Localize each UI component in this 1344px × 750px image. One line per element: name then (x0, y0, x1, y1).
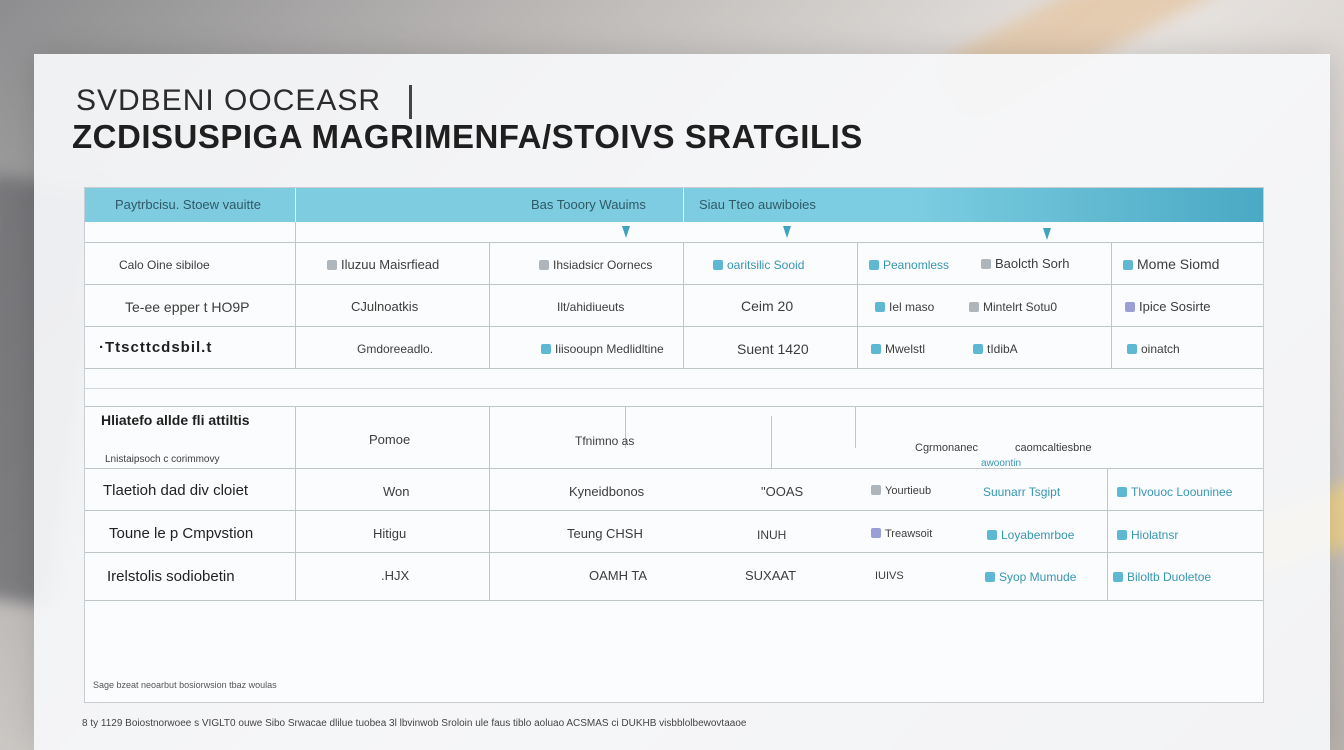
column-marker (622, 226, 630, 238)
cell-text: Yourtieub (885, 485, 932, 497)
header-col-1: Paytrbcisu. Stoew vauitte (115, 197, 261, 212)
square-icon (875, 302, 885, 312)
cell-r5-c3: Teung CHSH (567, 526, 643, 541)
data-table (84, 187, 1264, 703)
cell-r3-c4: Suent 1420 (737, 341, 809, 357)
row-line (85, 600, 1263, 601)
col-line (771, 416, 772, 468)
cell-r3-c1: ·Ttscttcdsbil.t (99, 339, 213, 356)
cell-r1-c5 (869, 258, 949, 272)
row-line (85, 510, 1263, 511)
col-line (857, 242, 858, 368)
cell-r1-c1: Calo Oine sibiloe (119, 258, 210, 272)
doc-icon (981, 259, 991, 269)
document-title: ZCDISUSPIGA MAGRIMENFA/STOIVS SRATGILIS (72, 118, 863, 155)
cell-r4-c2: Won (383, 484, 410, 499)
cell-r1-c4 (713, 258, 804, 272)
square-icon (1123, 260, 1133, 270)
page-footer: 8 ty 1129 Boiostnorwoee s VIGLT0 ouwe Sibo Srwacae dlilue tuobea 3l lbvinwob Sroloin ule faus tiblo aoluao ACSMAS ci DUKHB visbblolbewovtaaoe (82, 718, 747, 729)
cell-r2-c1: Te-ee epper t HO9P (125, 299, 250, 315)
square-icon (541, 344, 551, 354)
section-label: Hliatefo allde fli attiltis (101, 412, 250, 428)
col-line (683, 242, 684, 368)
cell-r4-c7 (1117, 485, 1232, 499)
square-icon (871, 344, 881, 354)
cell-text: Biloltb Duoletoe (1127, 570, 1212, 584)
cell-text: Ipice Sosirte (1139, 299, 1211, 314)
square-icon (987, 530, 997, 540)
subheader-3: Cgrmonanec (915, 442, 978, 454)
cell-r4-c3: Kyneidbonos (569, 484, 645, 499)
header-col-2: Bas Tooory Wauims (531, 197, 646, 212)
cell-r6-c4: SUXAAT (745, 568, 797, 583)
cell-r2-c4: Ceim 20 (741, 298, 794, 314)
col-line (1107, 468, 1108, 600)
cell-r6-c5: IUIVS (875, 570, 904, 582)
cell-r6-c3: OAMH TA (589, 568, 648, 583)
section-sublabel: Lnistaipsoch c corimmovy (105, 454, 220, 465)
cell-r1-c6 (981, 256, 1069, 271)
cell-r3-c7 (1127, 342, 1180, 356)
cell-text: Peanomless (883, 258, 950, 272)
column-marker (1043, 228, 1051, 240)
cell-r5-c4: INUH (757, 528, 787, 542)
cell-text: Iiisooupn Medlidltine (555, 342, 664, 356)
square-icon (1117, 487, 1127, 497)
cell-r4-c1: Tlaetioh dad div cloiet (103, 482, 249, 499)
cell-text: Baolcth Sorh (995, 256, 1070, 271)
document-sheet (34, 54, 1330, 750)
cell-text: Loyabemrboe (1001, 528, 1075, 542)
row-line (85, 552, 1263, 553)
cell-text: Iel maso (889, 300, 935, 314)
square-icon (973, 344, 983, 354)
cell-text: Ihsiadsicr Oornecs (553, 258, 653, 272)
list-icon (327, 260, 337, 270)
row-line (85, 284, 1263, 285)
column-marker (783, 226, 791, 238)
col-line (855, 406, 856, 448)
cell-r5-c1: Toune le p Cmpvstion (109, 525, 254, 542)
document-subtitle (76, 84, 412, 119)
cell-r2-c5 (875, 300, 934, 314)
cell-text: Syop Mumude (999, 570, 1077, 584)
cell-r3-c2: Gmdoreeadlo. (357, 342, 434, 356)
subtitle-text: SVDBENI OOCEASR (76, 84, 382, 117)
cell-text: oaritsilic Sooid (727, 258, 805, 272)
cell-text: Tlvouoc Loouninee (1131, 485, 1233, 499)
cell-r4-c6: Suunarr Tsgipt (983, 485, 1061, 499)
cell-text: oinatch (1141, 342, 1180, 356)
row-line (85, 326, 1263, 327)
cell-text: tIdibA (987, 342, 1018, 356)
square-icon (1113, 572, 1123, 582)
cell-r6-c1: Irelstolis sodiobetin (107, 568, 235, 585)
subheader-1: Pomoe (369, 432, 411, 447)
col-line (1111, 242, 1112, 368)
cell-r5-c7 (1117, 528, 1178, 542)
tag-icon (1125, 302, 1135, 312)
cell-r2-c2: CJulnoatkis (351, 299, 419, 314)
header-separator (295, 188, 296, 222)
cell-text: Mome Siomd (1137, 256, 1220, 272)
cell-r6-c2: .HJX (381, 568, 410, 583)
cell-r5-c5 (871, 528, 932, 540)
cell-r1-c3 (539, 258, 652, 272)
cell-r6-c6 (985, 570, 1076, 584)
subheader-5: awoontin (981, 458, 1022, 469)
list-icon (539, 260, 549, 270)
square-icon (1117, 530, 1127, 540)
col-line (489, 406, 490, 600)
square-icon (985, 572, 995, 582)
cell-text: Hiolatnsr (1131, 528, 1179, 542)
header-col-3: Siau Tteo auwiboies (699, 197, 816, 212)
cell-r5-c6 (987, 528, 1074, 542)
col-line (295, 222, 296, 368)
cell-r2-c3: Ilt/ahidiueuts (557, 300, 625, 314)
row-line (85, 368, 1263, 369)
cell-r1-c2 (327, 257, 439, 272)
subheader-2: Tfnimno as (575, 434, 635, 448)
cell-r4-c5 (871, 485, 931, 497)
row-line (85, 242, 1263, 243)
subheader-4: caomcaltiesbne (1015, 442, 1092, 454)
row-line (85, 468, 1263, 469)
table-header (85, 188, 1263, 222)
cell-text: Mwelstl (885, 342, 926, 356)
cell-r2-c7 (1125, 299, 1211, 314)
cell-r5-c2: Hitigu (373, 526, 407, 541)
cell-r1-c7 (1123, 256, 1219, 272)
cell-text: Iluzuu Maisrfiead (341, 257, 440, 272)
header-separator (683, 188, 684, 222)
col-line (489, 242, 490, 368)
chart-icon (969, 302, 979, 312)
row-line (85, 388, 1263, 389)
cell-r3-c3 (541, 342, 664, 356)
cell-r6-c7 (1113, 570, 1211, 584)
cell-r3-c6 (973, 342, 1018, 356)
square-icon (871, 528, 881, 538)
cell-r4-c4: "OOAS (761, 484, 804, 499)
table-note: Sage bzeat neoarbut bosiorwsion tbaz woulas (93, 680, 277, 690)
cell-text: Mintelrt Sotu0 (983, 300, 1058, 314)
square-icon (713, 260, 723, 270)
col-line (295, 406, 296, 600)
square-icon (1127, 344, 1137, 354)
square-icon (869, 260, 879, 270)
cell-text: Treawsoit (885, 528, 933, 540)
square-icon (871, 485, 881, 495)
title-divider (409, 85, 412, 119)
cell-r3-c5 (871, 342, 925, 356)
cell-r2-c6 (969, 300, 1057, 314)
row-line (85, 406, 1263, 407)
